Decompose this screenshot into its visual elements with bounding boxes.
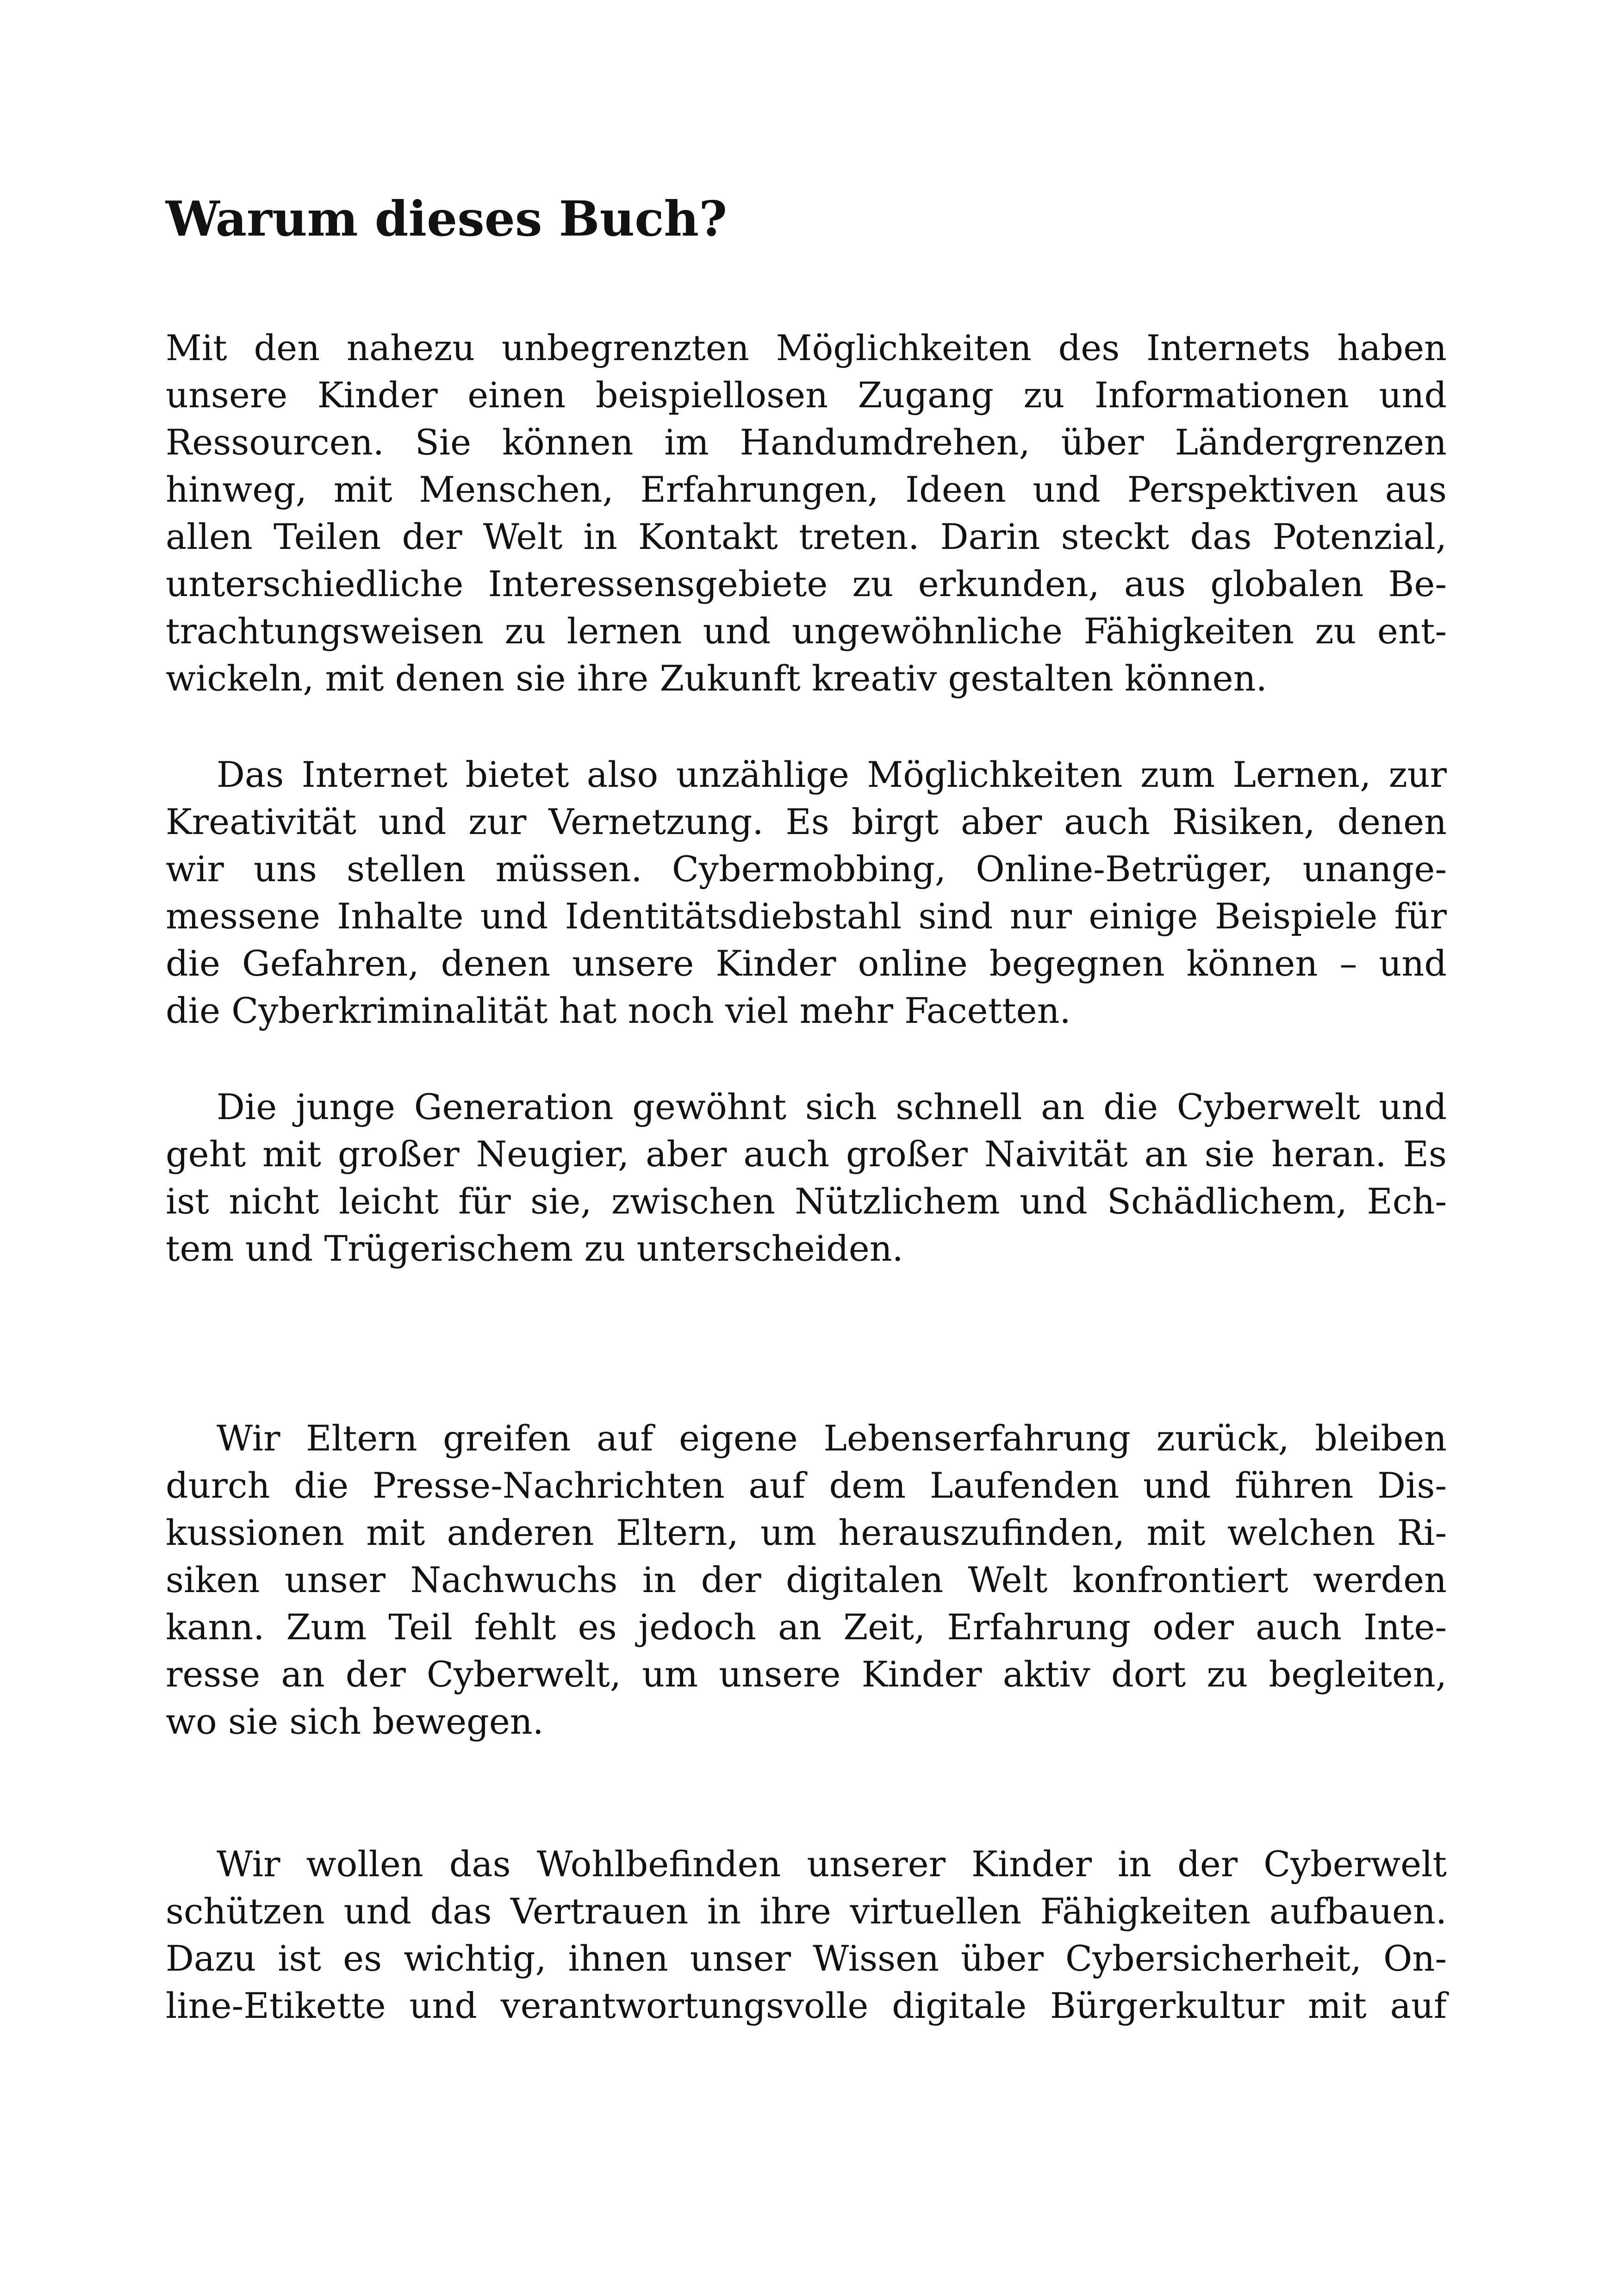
- paragraph-1-line-7: trachtungsweisen zu lernen und ungewöhnliche Fähigkeiten zu ent-: [166, 610, 1447, 652]
- paragraph-1-line-3: Ressourcen. Sie können im Handumdrehen, über Ländergrenzen: [166, 422, 1447, 463]
- paragraph-5-line-2: schützen und das Vertrauen in ihre virtuellen Fähigkeiten aufbauen.: [166, 1891, 1447, 1932]
- paragraph-2-line-3: wir uns stellen müssen. Cybermobbing, Online-Betrüger, unange-: [166, 848, 1447, 890]
- paragraph-1-line-5: allen Teilen der Welt in Kontakt treten. Darin steckt das Potenzial,: [166, 516, 1447, 557]
- paragraph-4-line-6: resse an der Cyberwelt, um unsere Kinder aktiv dort zu begleiten,: [166, 1654, 1447, 1695]
- paragraph-3-line-2: geht mit großer Neugier, aber auch großer Naivität an sie heran. Es: [166, 1133, 1447, 1175]
- paragraph-2-line-6: die Cyberkriminalität hat noch viel mehr Facetten.: [166, 990, 1071, 1031]
- paragraph-4-line-3: kussionen mit anderen Eltern, um herauszufinden, mit welchen Ri-: [166, 1512, 1447, 1553]
- paragraph-4-line-1: Wir Eltern greifen auf eigene Lebenserfahrung zurück, bleiben: [217, 1418, 1447, 1459]
- chapter-title: Warum dieses Buch?: [166, 190, 728, 247]
- paragraph-4-line-2: durch die Presse-Nachrichten auf dem Laufenden und führen Dis-: [166, 1465, 1447, 1506]
- paragraph-3-line-1: Die junge Generation gewöhnt sich schnell an die Cyberwelt und: [217, 1086, 1447, 1127]
- paragraph-1-line-2: unsere Kinder einen beispiellosen Zugang zu Informationen und: [166, 374, 1447, 416]
- paragraph-3-line-3: ist nicht leicht für sie, zwischen Nützlichem und Schädlichem, Ech-: [166, 1181, 1447, 1222]
- paragraph-2-line-5: die Gefahren, denen unsere Kinder online begegnen können – und: [166, 943, 1447, 984]
- paragraph-2-line-1: Das Internet bietet also unzählige Möglichkeiten zum Lernen, zur: [217, 754, 1447, 795]
- paragraph-1-line-4: hinweg, mit Menschen, Erfahrungen, Ideen und Perspektiven aus: [166, 469, 1447, 510]
- paragraph-4-line-5: kann. Zum Teil fehlt es jedoch an Zeit, Erfahrung oder auch Inte-: [166, 1606, 1447, 1648]
- paragraph-5-line-1: Wir wollen das Wohlbefinden unserer Kinder in der Cyberwelt: [217, 1843, 1447, 1885]
- paragraph-5-line-4: line-Etikette und verantwortungsvolle digitale Bürgerkultur mit auf: [166, 1985, 1447, 2026]
- paragraph-1-line-1: Mit den nahezu unbegrenzten Möglichkeiten des Internets haben: [166, 327, 1447, 368]
- paragraph-3-line-4: tem und Trügerischem zu unterscheiden.: [166, 1228, 903, 1269]
- paragraph-4-line-4: siken unser Nachwuchs in der digitalen Welt konfrontiert werden: [166, 1559, 1447, 1600]
- paragraph-2-line-4: messene Inhalte und Identitätsdiebstahl sind nur einige Beispiele für: [166, 896, 1447, 937]
- book-page: [166, 0, 1447, 2296]
- paragraph-1-line-8: wickeln, mit denen sie ihre Zukunft kreativ gestalten können.: [166, 658, 1267, 699]
- paragraph-1-line-6: unterschiedliche Interessensgebiete zu erkunden, aus globalen Be-: [166, 563, 1447, 604]
- paragraph-2-line-2: Kreativität und zur Vernetzung. Es birgt aber auch Risiken, denen: [166, 801, 1447, 842]
- paragraph-4-line-7: wo sie sich bewegen.: [166, 1701, 544, 1742]
- paragraph-5-line-3: Dazu ist es wichtig, ihnen unser Wissen über Cybersicherheit, On-: [166, 1938, 1447, 1979]
